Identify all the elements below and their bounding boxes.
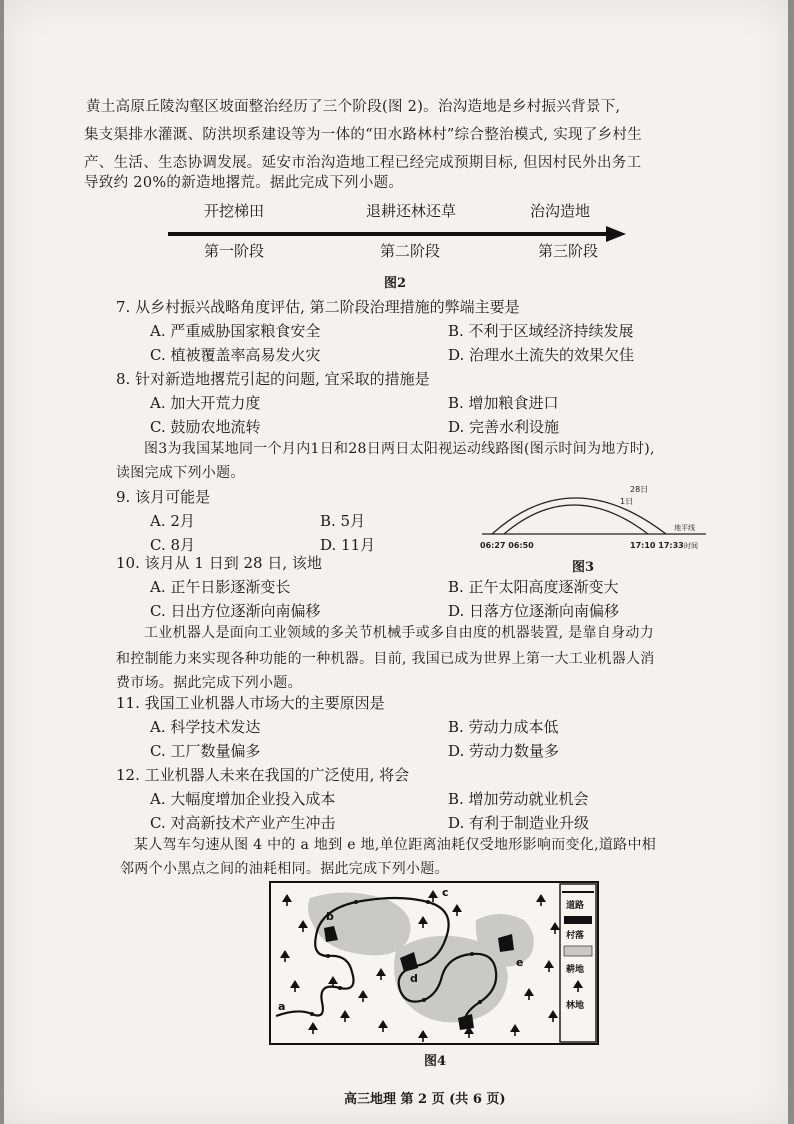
q11-option-c[interactable]: C. 工厂数量偏多 (150, 742, 261, 760)
fig3-label-1: 1日 (620, 497, 634, 506)
legend-farmland: 耕地 (566, 965, 585, 975)
q12-option-b[interactable]: B. 增加劳动就业机会 (448, 790, 589, 808)
fig2-top-label-2: 退耕还林还草 (366, 202, 457, 220)
q10-option-a[interactable]: A. 正午日影逐渐变长 (150, 578, 291, 596)
intro3-line3: 费市场。据此完成下列小题。 (116, 675, 302, 691)
intro3-line1: 工业机器人是面向工业领域的多关节机械手或多自由度的机器装置, 是靠自身动力 (144, 625, 654, 641)
point-b: b (326, 910, 334, 923)
fig3-time-left: 06:27 06:50 (480, 541, 534, 550)
fig2-bottom-label-1: 第一阶段 (204, 242, 265, 260)
fig4-caption: 图4 (424, 1054, 447, 1069)
q10-stem: 10. 该月从 1 日到 28 日, 该地 (116, 554, 322, 572)
q9-option-d[interactable]: D. 11月 (320, 536, 376, 554)
intro1-line2: 集支渠排水灌溉、防洪坝系建设等为一体的“田水路林村”综合整治模式, 实现了乡村生 (84, 127, 643, 143)
legend-forest: 林地 (566, 1001, 585, 1011)
q8-option-a[interactable]: A. 加大开荒力度 (150, 394, 261, 412)
intro2-line2: 读图完成下列小题。 (116, 465, 245, 481)
q9-option-a[interactable]: A. 2月 (150, 512, 195, 530)
q7-option-a[interactable]: A. 严重威胁国家粮食安全 (150, 322, 321, 340)
point-c: c (442, 886, 449, 899)
fig4-map (268, 880, 600, 1046)
fig2-bottom-label-2: 第二阶段 (380, 242, 441, 260)
intro1-line3: 产、生活、生态协调发展。延安市治沟造地工程已经完成预期目标, 但因村民外出务工 (84, 155, 642, 171)
fig3-time-axis: 时间 (684, 542, 698, 550)
q12-option-a[interactable]: A. 大幅度增加企业投入成本 (150, 790, 336, 808)
intro1-line1: 黄土高原丘陵沟壑区坡面整治经历了三个阶段(图 2)。治沟造地是乡村振兴背景下, (86, 99, 621, 115)
q11-stem: 11. 我国工业机器人市场大的主要原因是 (116, 694, 385, 712)
q7-option-b[interactable]: B. 不利于区域经济持续发展 (448, 322, 634, 340)
intro1-line4: 导致约 20%的新造地撂荒。据此完成下列小题。 (84, 175, 404, 191)
legend-road: 道路 (566, 901, 585, 911)
q12-option-c[interactable]: C. 对高新技术产业产生冲击 (150, 814, 336, 832)
q8-option-b[interactable]: B. 增加粮食进口 (448, 394, 559, 412)
q7-option-d[interactable]: D. 治理水土流失的效果欠佳 (448, 346, 635, 364)
q10-option-d[interactable]: D. 日落方位逐渐向南偏移 (448, 602, 620, 620)
fig2-top-label-1: 开挖梯田 (204, 202, 265, 220)
q9-option-c[interactable]: C. 8月 (150, 536, 196, 554)
fig4-legend (560, 884, 596, 1042)
fig2-top-label-3: 治沟造地 (530, 202, 591, 220)
fig3-sun-path-diagram (478, 470, 714, 554)
point-a: a (278, 1000, 286, 1013)
q8-option-c[interactable]: C. 鼓励农地流转 (150, 418, 261, 436)
q12-stem: 12. 工业机器人未来在我国的广泛使用, 将会 (116, 766, 410, 784)
fig3-horizon-label: 地平线 (674, 524, 695, 532)
q7-option-c[interactable]: C. 植被覆盖率高易发火灾 (150, 346, 321, 364)
q12-option-d[interactable]: D. 有利于制造业升级 (448, 814, 590, 832)
fig3-label-28: 28日 (630, 485, 649, 494)
intro2-line1: 图3为我国某地同一个月内1日和28日两日太阳视运动线路图(图示时间为地方时), (144, 441, 655, 457)
point-d: d (410, 972, 418, 985)
q11-option-a[interactable]: A. 科学技术发达 (150, 718, 261, 736)
q11-option-b[interactable]: B. 劳动力成本低 (448, 718, 559, 736)
q8-option-d[interactable]: D. 完善水利设施 (448, 418, 560, 436)
q7-stem: 7. 从乡村振兴战略角度评估, 第二阶段治理措施的弊端主要是 (116, 298, 520, 316)
q10-option-c[interactable]: C. 日出方位逐渐向南偏移 (150, 602, 321, 620)
intro4-line1: 某人驾车匀速从图 4 中的 a 地到 e 地,单位距离油耗仅受地形影响而变化,道路中相 (134, 837, 657, 853)
q8-stem: 8. 针对新造地撂荒引起的问题, 宜采取的措施是 (116, 370, 430, 388)
point-e: e (516, 956, 524, 969)
q11-option-d[interactable]: D. 劳动力数量多 (448, 742, 560, 760)
exam-page (4, 0, 788, 1124)
fig2-caption: 图2 (384, 276, 407, 291)
fig3-caption: 图3 (572, 560, 595, 575)
q9-stem: 9. 该月可能是 (116, 488, 211, 506)
fig3-time-right: 17:10 17:33 (630, 541, 684, 550)
q9-option-b[interactable]: B. 5月 (320, 512, 366, 530)
legend-village: 村落 (566, 931, 585, 941)
q10-option-b[interactable]: B. 正午太阳高度逐渐变大 (448, 578, 619, 596)
fig2-bottom-label-3: 第三阶段 (538, 242, 599, 260)
intro4-line2: 邻两个小黑点之间的油耗相同。据此完成下列小题。 (120, 861, 449, 877)
intro3-line2: 和控制能力来实现各种功能的一种机器。目前, 我国已成为世界上第一大工业机器人消 (116, 651, 655, 667)
page-footer: 高三地理 第 2 页 (共 6 页) (344, 1092, 506, 1107)
